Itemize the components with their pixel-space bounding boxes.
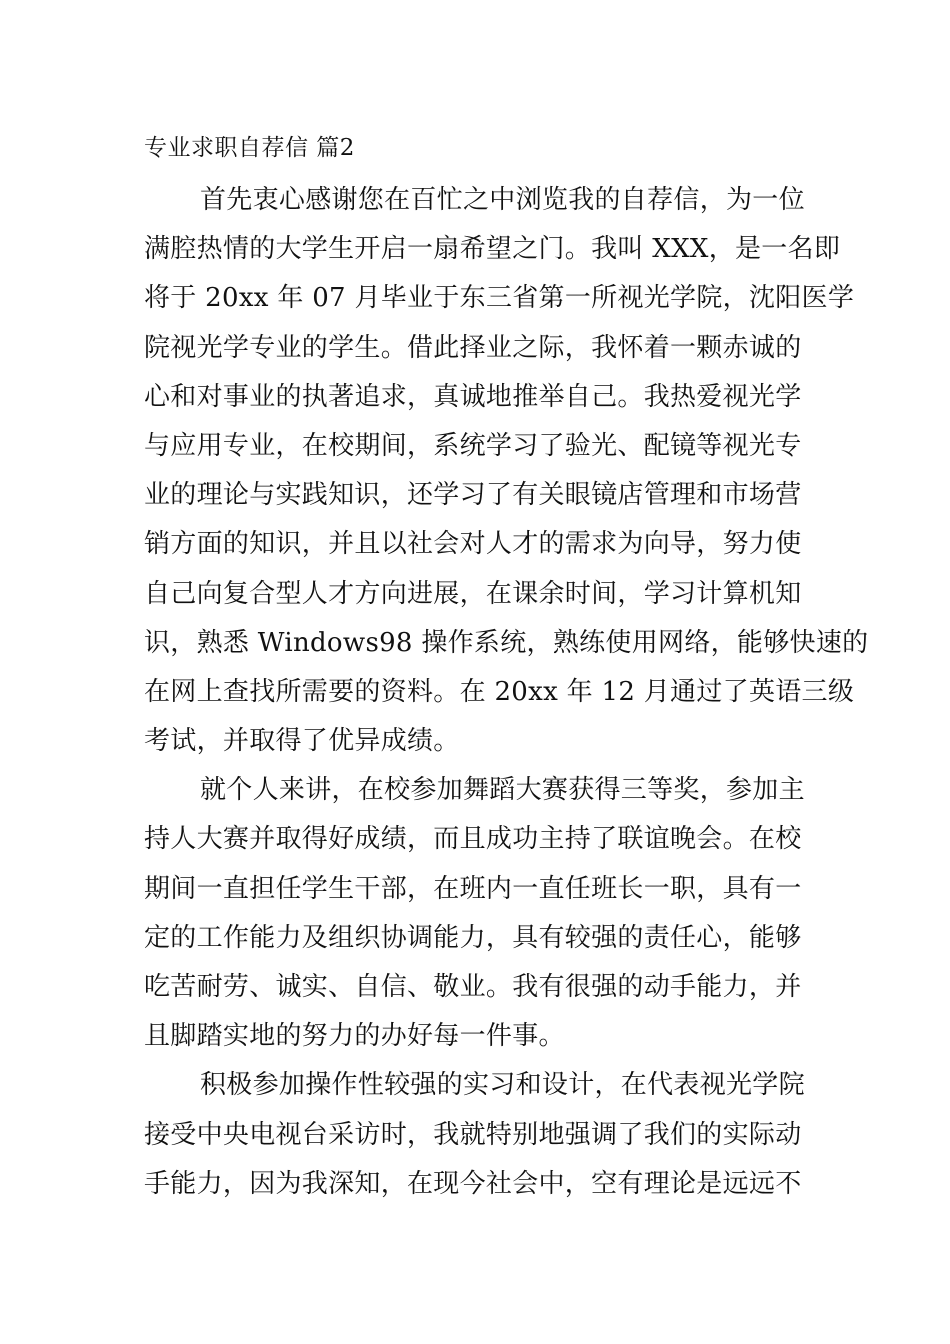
- text-line: 期间一直担任学生干部，在班内一直任班长一职，具有一: [144, 873, 802, 904]
- text-line: 首先衷心感谢您在百忙之中浏览我的自荐信，为一位: [200, 185, 805, 215]
- text-line: 积极参加操作性较强的实习和设计，在代表视光学院: [200, 1070, 805, 1101]
- paragraph-3: [144, 1067, 808, 1215]
- text-line: 将于 20xx 年 07 月毕业于东三省第一所视光学院，沈阳医学: [144, 283, 855, 314]
- text-line: 销方面的知识，并且以社会对人才的需求为向导，努力使: [144, 529, 802, 560]
- text-line: 业的理论与实践知识，还学习了有关眼镜店管理和市场营: [144, 480, 802, 511]
- text-line: 定的工作能力及组织协调能力，具有较强的责任心，能够: [144, 922, 802, 953]
- paragraph-1: [144, 182, 869, 772]
- text-line: 自己向复合型人才方向进展，在课余时间，学习计算机知: [144, 578, 802, 609]
- text-line: 在网上查找所需要的资料。在 20xx 年 12 月通过了英语三级: [144, 676, 855, 707]
- text-line: 识，熟悉 Windows98 操作系统，熟练使用网络，能够快速的: [144, 627, 869, 658]
- text-line: 吃苦耐劳、诚实、自信、敬业。我有很强的动手能力，并: [144, 972, 802, 1002]
- text-line: 就个人来讲，在校参加舞蹈大赛获得三等奖，参加主: [200, 775, 805, 806]
- text-line: 手能力，因为我深知，在现今社会中，空有理论是远远不: [144, 1168, 802, 1199]
- text-line: 与应用专业，在校期间，系统学习了验光、配镜等视光专: [144, 430, 802, 461]
- text-line: 院视光学专业的学生。借此择业之际，我怀着一颗赤诚的: [144, 332, 802, 363]
- text-line: 接受中央电视台采访时，我就特别地强调了我们的实际动: [144, 1119, 802, 1150]
- paragraph-2: [144, 772, 808, 1067]
- text-line: 且脚踏实地的努力的办好每一件事。: [144, 1021, 565, 1052]
- text-line: 考试，并取得了优异成绩。: [144, 726, 460, 757]
- text-line: 心和对事业的执著追求，真诚地推举自己。我热爱视光学: [144, 381, 802, 412]
- document-body: [144, 182, 869, 1215]
- text-line: 持人大赛并取得好成绩，而且成功主持了联谊晚会。在校: [144, 824, 802, 855]
- document-title: 专业求职自荐信 篇2: [144, 135, 355, 161]
- text-line: 满腔热情的大学生开启一扇希望之门。我叫 XXX，是一名即: [144, 234, 841, 265]
